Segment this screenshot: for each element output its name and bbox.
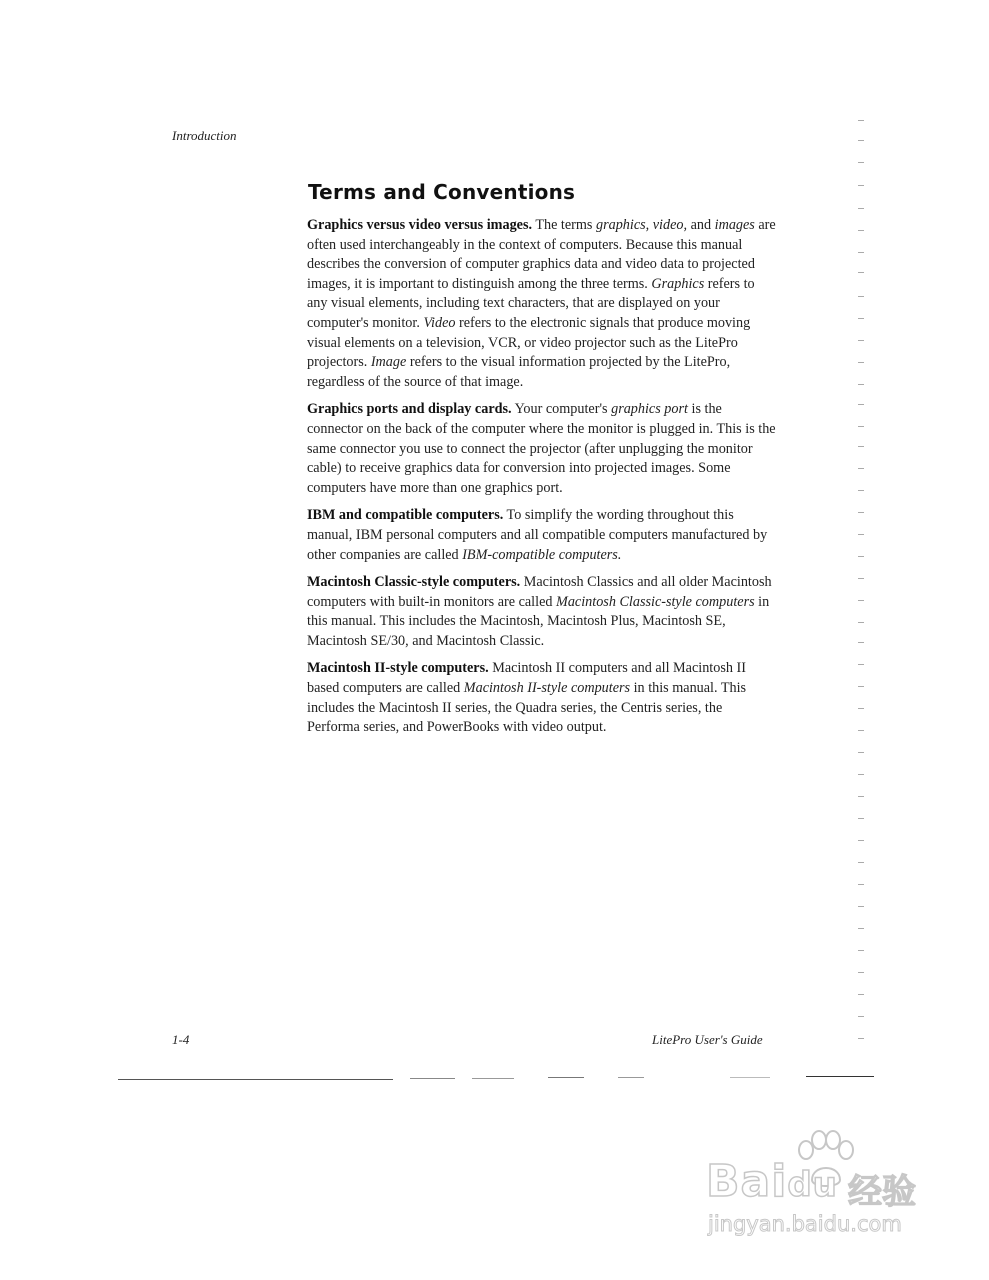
paragraph-text: The terms [532,217,596,233]
paragraph-text: To simplify the wording throughout this manual, IBM personal computers and all compatible computers manufactured by other companies are called [307,507,768,563]
paragraph-lead: Macintosh Classic-style computers. [307,574,521,591]
margin-tick [858,446,864,447]
margin-tick [858,796,864,797]
margin-tick [858,862,864,863]
scan-rule [410,1078,455,1079]
margin-tick [858,600,864,601]
margin-tick [858,994,864,995]
paragraph [307,216,777,392]
paragraph-lead: Graphics ports and display cards. [307,401,512,418]
margin-tick [858,230,864,231]
margin-tick [858,208,864,209]
margin-tick [858,950,864,951]
paragraph-text: Your computer's [511,401,612,418]
italic-term: Macintosh Classic-style computers [556,593,755,610]
paragraph-text: and [687,217,715,233]
margin-tick [858,774,864,775]
margin-tick [858,252,864,253]
margin-tick [858,384,864,385]
margin-tick [858,622,864,623]
scan-rule [118,1079,393,1080]
margin-tick [858,578,864,579]
margin-tick [858,296,864,297]
page-title: Terms and Conventions [308,180,576,204]
watermark [700,1130,970,1250]
margin-tick [858,1016,864,1017]
paragraph [307,573,777,651]
paragraph-text: is the connector on the back of the computer where the monitor is plugged in. This is the same connector you use to connect the projector (after unplugging the monitor cable) to receive graphics data for conversion into projected images. Some computers have more than one graphics port. [307,401,776,496]
margin-tick [858,752,864,753]
paragraph [307,506,777,565]
margin-tick [858,318,864,319]
italic-term: IBM-compatible computers. [462,546,622,563]
italic-term: graphics port [611,401,688,418]
margin-tick [858,708,864,709]
paragraph [307,659,777,737]
margin-tick [858,140,864,141]
paragraph-text: Macintosh II computers and all Macintosh II based computers are called [307,660,746,697]
margin-tick [858,928,864,929]
paragraph-text: refers to any visual elements, including text characters, that are displayed on your computer's monitor. [307,275,755,331]
paragraph-text: in this manual. This includes the Macintosh, Macintosh Plus, Macintosh SE, Macintosh SE/30, and Macintosh Classic. [307,593,770,649]
running-header: Introduction [172,128,237,143]
margin-tick [858,906,864,907]
scan-rule [806,1076,874,1077]
paragraph [307,400,777,498]
margin-tick [858,686,864,687]
italic-term: video, [652,217,688,233]
margin-tick [858,340,864,341]
margin-tick [858,426,864,427]
body-text [307,216,777,746]
paragraph-lead: Macintosh II-style computers. [307,660,489,677]
margin-tick [858,884,864,885]
scan-rule [548,1077,584,1078]
margin-tick [858,512,864,513]
paragraph-text: are often used interchangeably in the context of computers. Because this manual describes the conversion of computer graphics data and video data to projected images, it is important to distinguish among the three terms. [307,217,776,292]
paragraph-text: refers to the visual information projected by the LitePro, regardless of the source of that image. [307,354,731,390]
scan-rule [730,1077,770,1078]
scan-rule [618,1077,644,1078]
margin-tick [858,642,864,643]
margin-tick [858,664,864,665]
paragraph-text: Macintosh Classics and all older Macintosh computers with built-in monitors are called [307,574,772,610]
italic-term: Macintosh II-style computers [463,680,631,697]
margin-tick [858,730,864,731]
book-title: LitePro User's Guide [652,1032,763,1047]
italic-term: Image [370,354,407,371]
margin-tick [858,972,864,973]
margin-tick [858,404,864,405]
margin-tick [858,468,864,469]
margin-tick [858,490,864,491]
italic-term: graphics, [596,217,650,233]
margin-tick [858,185,864,186]
margin-tick [858,272,864,273]
watermark-chinese: 经验 [848,1172,916,1212]
watermark-brand: Baidu [706,1156,838,1207]
margin-tick [858,818,864,819]
paragraph-lead: IBM and compatible computers. [307,507,504,524]
margin-tick [858,556,864,557]
margin-tick [858,840,864,841]
margin-tick [858,362,864,363]
watermark-url: jingyan.baidu.com [708,1212,902,1236]
italic-term: images [714,217,755,233]
italic-term: Graphics [651,275,705,292]
paragraph-lead: Graphics versus video versus images. [307,217,533,233]
scan-rule [472,1078,514,1079]
paragraph-text: in this manual. This includes the Macintosh II series, the Quadra series, the Centris series, the Performa series, and PowerBooks with video output. [307,680,747,736]
margin-tick [858,162,864,163]
margin-tick [858,1038,864,1039]
italic-term: Video [423,314,456,331]
page-number: 1-4 [172,1032,190,1047]
margin-tick [858,120,864,121]
paragraph-text: refers to the electronic signals that produce moving visual elements on a television, VCR, or video projector such as the LitePro projectors. [307,314,751,371]
margin-tick [858,534,864,535]
